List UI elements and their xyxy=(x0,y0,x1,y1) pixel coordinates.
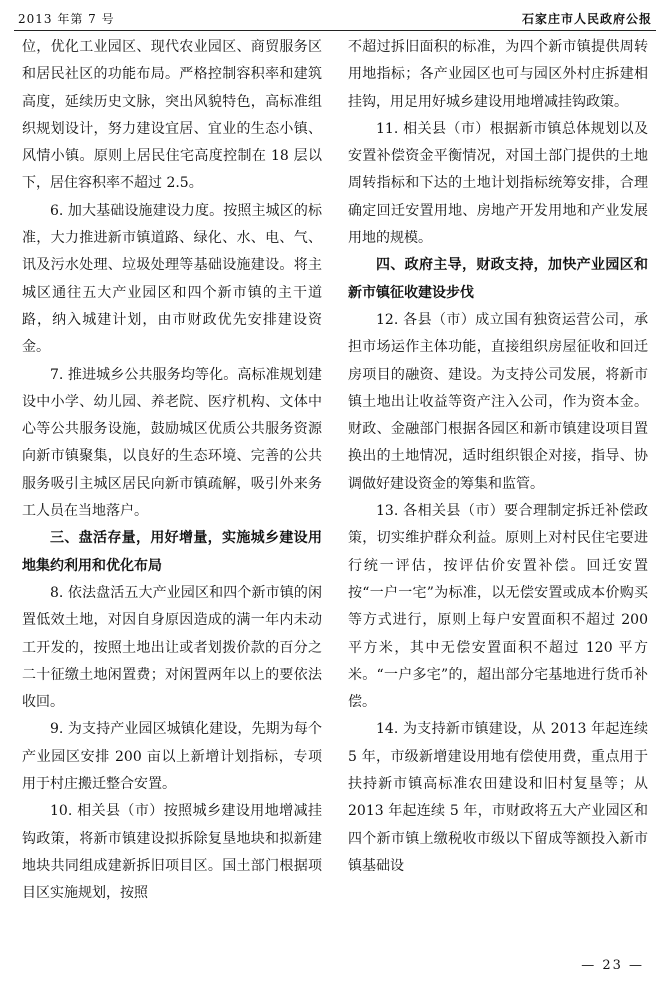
publication-title: 石家庄市人民政府公报 xyxy=(521,12,652,26)
paragraph: 9. 为支持产业园区城镇化建设，先期为每个产业园区安排 200 亩以上新增计划指标，专项用于村庄搬迁整合安置。 xyxy=(22,721,322,793)
paragraph: 8. 依法盘活五大产业园区和四个新市镇的闲置低效土地，对因自身原因造成的满一年内未动工开发的，按照土地出让或者划拨价款的百分之二十征缴土地闲置费；对闲置两年以上的要依法收回。 xyxy=(22,584,322,711)
paragraph: 13. 各相关县（市）要合理制定拆迁补偿政策，切实维护群众利益。原则上对村民住宅要进行统一评估，按评估价安置补偿。回迁安置按“一户一宅”为标准，以无偿安置或成本价购买等方式进行，原则上每户安置面积不超过 200 平方米，其中无偿安置面积不超过 120 平方米。“一户多宅”的，超出部分宅基地进行货币补偿。 xyxy=(348,503,648,711)
section-heading: 三、盘活存量，用好增量，实施城乡建设用地集约利用和优化布局 xyxy=(22,530,322,574)
paragraph: 位，优化工业园区、现代农业园区、商贸服务区和居民社区的功能布局。严格控制容积率和建筑高度，延续历史文脉，突出风貌特色，高标准组织规划设计，努力建设宜居、宜业的生态小镇、风情小镇。原则上居民住宅高度控制在 18 层以下，居住容积率不超过 2.5。 xyxy=(22,39,322,192)
paragraph: 10. 相关县（市）按照城乡建设用地增减挂钩政策，将新市镇建设拟拆除复垦地块和拟新建地块共同组成建新拆旧项目区。国土部门根据项目区实施规划，按照 xyxy=(22,803,322,902)
issue-label: 2013 年第 7 号 xyxy=(18,12,115,26)
section-heading: 四、政府主导，财政支持，加快产业园区和新市镇征收建设步伐 xyxy=(348,257,648,301)
paragraph: 不超过拆旧面积的标准，为四个新市镇提供周转用地指标；各产业园区也可与园区外村庄拆建相挂钩，用足用好城乡建设用地增减挂钩政策。 xyxy=(348,39,648,110)
paragraph: 12. 各县（市）成立国有独资运营公司，承担市场运作主体功能，直接组织房屋征收和回迁房项目的融资、建设。为支持公司发展，将新市镇土地出让收益等资产注入公司，作为资本金。财政、金融部门根据各园区和新市镇建设项目置换出的土地情况，适时组织银企对接，指导、协调做好建设资金的筹集和监管。 xyxy=(348,311,648,492)
page-header xyxy=(14,6,656,31)
paragraph: 11. 相关县（市）根据新市镇总体规划以及安置补偿资金平衡情况，对国土部门提供的土地周转指标和下达的土地计划指标统筹安排，合理确定回迁安置用地、房地产开发用地和产业发展用地的规模。 xyxy=(348,120,648,247)
left-column xyxy=(22,34,322,908)
paragraph: 6. 加大基础设施建设力度。按照主城区的标准，大力推进新市镇道路、绿化、水、电、气、讯及污水处理、垃圾处理等基础设施建设。将主城区通往五大产业园区和四个新市镇的主干道路，纳入城建计划，由市财政优先安排建设资金。 xyxy=(22,202,322,356)
paragraph: 14. 为支持新市镇建设，从 2013 年起连续 5 年，市级新增建设用地有偿使用费，重点用于扶持新市镇高标准农田建设和旧村复垦等；从 2013 年起连续 5 年，市财政将五大产业园区和四个新市镇上缴税收市级以下留成等额投入新市镇基础设 xyxy=(348,721,648,874)
right-column xyxy=(348,34,648,880)
paragraph: 7. 推进城乡公共服务均等化。高标准规划建设中小学、幼儿园、养老院、医疗机构、文体中心等公共服务设施，鼓励城区优质公共服务资源向新市镇聚集，以良好的生态环境、完善的公共服务吸引主城区居民向新市镇疏解，吸引外来务工人员在当地落户。 xyxy=(22,366,322,520)
page-number: — 23 — xyxy=(581,958,644,973)
